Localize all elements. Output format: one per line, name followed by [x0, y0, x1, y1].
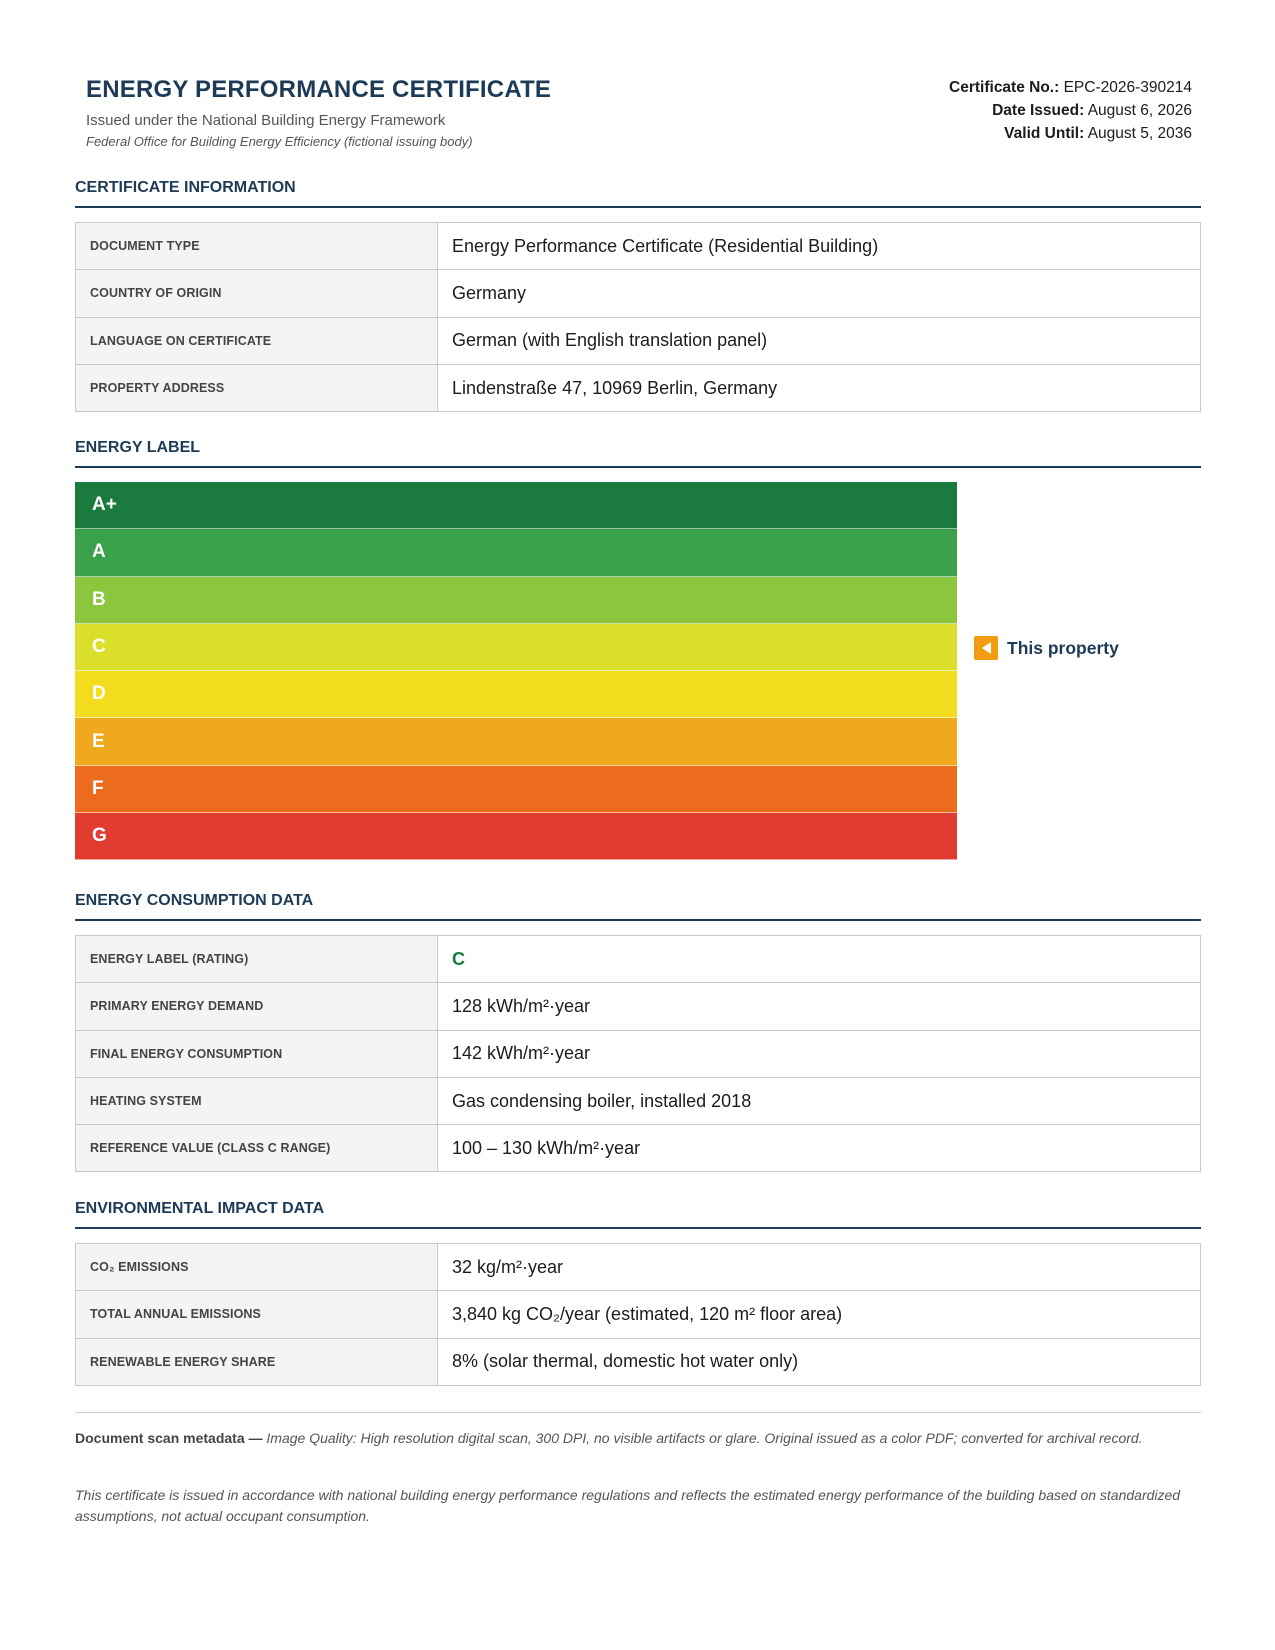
table-row [76, 1338, 1201, 1385]
issuing-body: Federal Office for Building Energy Efficiency (fictional issuing body) [86, 134, 473, 149]
table-row [76, 364, 1201, 411]
row-value: 142 kWh/m²·year [438, 1030, 1201, 1077]
row-key: REFERENCE VALUE (CLASS C RANGE) [76, 1125, 438, 1172]
rating-band-a-plus: A+ [75, 482, 957, 529]
row-key: DOCUMENT TYPE [76, 223, 438, 270]
certificate-number-label: Certificate No.: [949, 79, 1060, 96]
rating-band-g: G [75, 813, 957, 860]
table-row [76, 317, 1201, 364]
table-row [76, 223, 1201, 270]
section-title-energy-label: ENERGY LABEL [75, 439, 1201, 468]
certificate-header [86, 76, 1192, 156]
section-title-certificate-info: CERTIFICATE INFORMATION [75, 179, 1201, 208]
row-value: 8% (solar thermal, domestic hot water only) [438, 1338, 1201, 1385]
rating-band-b: B [75, 577, 957, 624]
table-row [76, 983, 1201, 1030]
row-key: CO₂ EMISSIONS [76, 1244, 438, 1291]
rating-value: C [438, 936, 1201, 983]
rating-band-c: C [75, 624, 957, 671]
rating-band-a: A [75, 529, 957, 576]
row-key: LANGUAGE ON CERTIFICATE [76, 317, 438, 364]
certificate-info-table [75, 222, 1201, 412]
table-row [76, 1291, 1201, 1338]
certificate-meta [949, 76, 1192, 145]
rating-band-d: D [75, 671, 957, 718]
row-value: Lindenstraße 47, 10969 Berlin, Germany [438, 364, 1201, 411]
row-key: ENERGY LABEL (RATING) [76, 936, 438, 983]
certificate-number: EPC-2026-390214 [1063, 79, 1192, 96]
row-key: RENEWABLE ENERGY SHARE [76, 1338, 438, 1385]
page-subtitle: Issued under the National Building Energy Framework [86, 112, 446, 129]
table-row [76, 270, 1201, 317]
row-key: PRIMARY ENERGY DEMAND [76, 983, 438, 1030]
row-value: Energy Performance Certificate (Residential Building) [438, 223, 1201, 270]
section-title-environment: ENVIRONMENTAL IMPACT DATA [75, 1200, 1201, 1229]
date-issued: August 6, 2026 [1087, 102, 1192, 119]
row-key: TOTAL ANNUAL EMISSIONS [76, 1291, 438, 1338]
disclaimer: This certificate is issued in accordance with national building energy performance regulations and reflects the estimated energy performance of the building based on standardized assumptions, not actual occupant consumption. [75, 1487, 1181, 1524]
page-title: ENERGY PERFORMANCE CERTIFICATE [86, 76, 552, 103]
scan-metadata [75, 1428, 1201, 1448]
row-key: HEATING SYSTEM [76, 1077, 438, 1124]
row-value: 100 – 130 kWh/m²·year [438, 1125, 1201, 1172]
table-row [76, 1077, 1201, 1124]
scan-metadata-label: Document scan metadata — [75, 1430, 263, 1446]
row-value: Germany [438, 270, 1201, 317]
current-rating-pointer [974, 636, 1119, 660]
scan-metadata-text: Image Quality: High resolution digital scan, 300 DPI, no visible artifacts or glare. Original issued as a color PDF; converted for archival record. [266, 1430, 1143, 1446]
row-key: FINAL ENERGY CONSUMPTION [76, 1030, 438, 1077]
row-value: 128 kWh/m²·year [438, 983, 1201, 1030]
row-value: 32 kg/m²·year [438, 1244, 1201, 1291]
valid-until-label: Valid Until: [1004, 125, 1085, 142]
rating-band-e: E [75, 718, 957, 765]
footer-divider [75, 1412, 1201, 1413]
date-issued-line [949, 99, 1192, 122]
energy-rating-scale [75, 482, 957, 860]
pointer-label: This property [1007, 637, 1119, 658]
valid-until-line [949, 122, 1192, 145]
pointer-arrow-icon [974, 636, 998, 660]
table-row [76, 1030, 1201, 1077]
table-row [76, 1244, 1201, 1291]
date-issued-label: Date Issued: [992, 102, 1085, 119]
row-key: PROPERTY ADDRESS [76, 364, 438, 411]
environment-table [75, 1243, 1201, 1386]
table-row [76, 936, 1201, 983]
row-key: COUNTRY OF ORIGIN [76, 270, 438, 317]
consumption-table [75, 935, 1201, 1172]
rating-band-f: F [75, 766, 957, 813]
table-row [76, 1125, 1201, 1172]
row-value: German (with English translation panel) [438, 317, 1201, 364]
certificate-number-line [949, 76, 1192, 99]
valid-until: August 5, 2036 [1087, 125, 1192, 142]
row-value: Gas condensing boiler, installed 2018 [438, 1077, 1201, 1124]
section-title-consumption: ENERGY CONSUMPTION DATA [75, 892, 1201, 921]
row-value: 3,840 kg CO₂/year (estimated, 120 m² floor area) [438, 1291, 1201, 1338]
